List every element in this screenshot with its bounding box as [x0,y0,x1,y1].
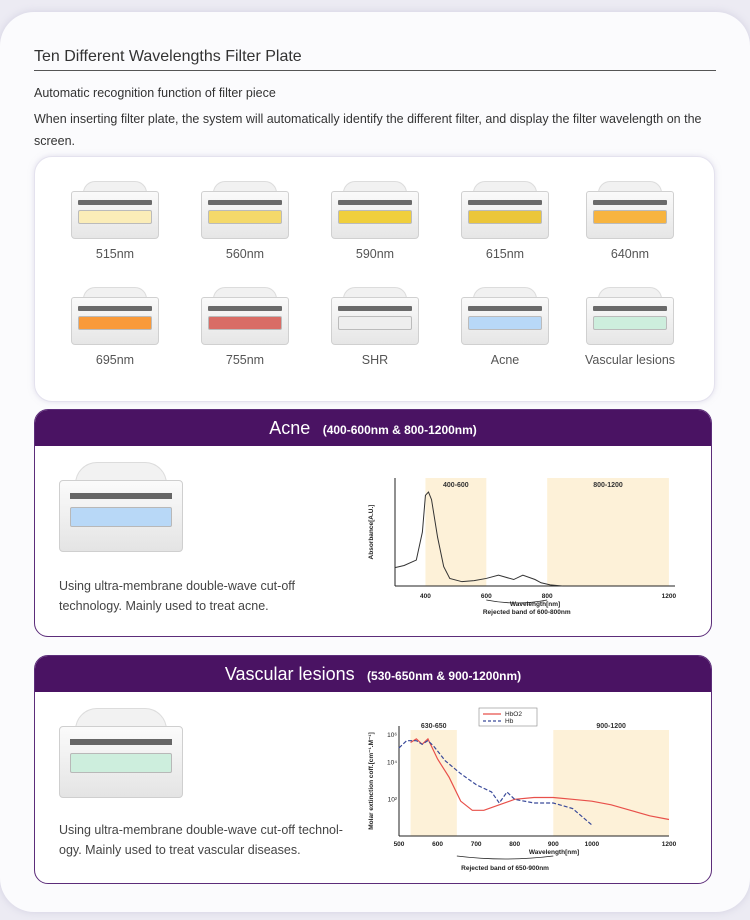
acne-x-tick-label: 400 [420,593,431,600]
vascular-rejected-brace [457,856,553,859]
vascular-y-tick-label: 10⁶ [387,732,397,740]
filter-plate-image [331,181,419,239]
filter-plate-label: 560nm [225,247,265,261]
vascular-band-0 [411,730,457,836]
filter-glass [208,210,282,224]
filter-glass [593,210,667,224]
filter-plate-image [71,181,159,239]
vascular-band-label: 900-1200 [596,723,626,730]
filter-plate-image [201,181,289,239]
filter-plates-panel [34,156,715,402]
vascular-y-tick-label: 10⁴ [386,759,397,767]
vascular-legend-label: Hb [505,718,514,725]
filter-plate-image [331,287,419,345]
subtitle: Automatic recognition function of filter piece [34,86,276,100]
vascular-rejected-label: Rejected band of 650-900nm [461,865,549,872]
filter-plate-item [55,181,175,261]
acne-section-header [35,410,711,446]
filter-plate-item [570,287,690,367]
acne-title: Acne [269,418,311,438]
filter-plate-image [71,287,159,345]
acne-absorbance-chart [355,458,695,626]
filter-plate-image [586,181,674,239]
filter-plate-image [461,181,549,239]
vascular-x-tick-label: 700 [470,841,482,848]
filter-glass [208,316,282,330]
title-divider [34,70,716,71]
vascular-description: Using ultra-membrane double-wave cut-off technol-ogy. Mainly used to treat vascular diseases. [59,823,343,857]
filter-plate-item [185,181,305,261]
filter-plate-item [445,287,565,367]
acne-section [34,409,712,637]
vascular-chart-svg [355,704,695,874]
acne-rejected-label: Rejected band of 600-800nm [482,609,571,616]
filter-plate-label: Vascular lesions [584,353,676,367]
vascular-title: Vascular lesions [224,664,355,684]
filter-glass [468,210,542,224]
vascular-x-tick-label: 800 [509,841,521,848]
filter-plate-label: 640nm [610,247,650,261]
vascular-section-header [35,656,711,692]
filter-plate-label: SHR [361,353,389,367]
filter-plate-item [315,287,435,367]
filter-glass [338,316,412,330]
filter-glass [78,316,152,330]
acne-x-axis-label: Wavelength[nm] [509,601,561,608]
filter-plate-item [185,287,305,367]
vascular-section [34,655,712,884]
acne-x-tick-label: 600 [480,593,492,600]
vascular-range: (530-650nm & 900-1200nm) [367,669,522,683]
filter-plate-label: 590nm [355,247,395,261]
vascular-extinction-chart [355,704,695,872]
filter-glass [593,316,667,330]
acne-filter-plate-image [59,462,183,552]
filter-plate-label: Acne [490,353,520,367]
acne-band-label: 400-600 [443,482,469,489]
filter-glass [78,210,152,224]
page-card [0,12,750,912]
acne-y-axis-label: Absorbance[A.U.] [368,504,375,560]
acne-description: Using ultra-membrane double-wave cut-off technology. Mainly used to treat acne. [59,579,295,613]
filter-glass [468,316,542,330]
filter-plate-item [315,181,435,261]
vascular-legend-label: HbO2 [505,711,522,718]
vascular-band-1 [553,730,669,836]
vascular-x-tick-label: 600 [432,841,444,848]
vascular-x-tick-label: 1200 [661,841,677,848]
filter-plate-label: 615nm [485,247,525,261]
filter-plate-image [461,287,549,345]
vascular-filter-plate-image [59,708,183,798]
acne-x-tick-label: 1200 [661,593,677,600]
filter-plate-image [586,287,674,345]
vascular-x-tick-label: 1000 [584,841,600,848]
acne-band-0 [425,478,486,586]
filter-plate-label: 515nm [95,247,135,261]
vascular-x-tick-label: 500 [393,841,405,848]
acne-chart-svg [355,458,695,626]
acne-range: (400-600nm & 800-1200nm) [322,423,477,437]
filter-plate-item [55,287,175,367]
filter-plate-label: 755nm [225,353,265,367]
vascular-y-tick-label: 10² [387,796,397,804]
acne-band-label: 800-1200 [593,482,623,489]
filter-plate-item [445,181,565,261]
vascular-y-axis-label: Molar extinction coff.[cm⁻¹.M⁻¹] [368,732,375,830]
filter-plate-item [570,181,690,261]
acne-x-tick-label: 800 [541,593,553,600]
acne-band-1 [547,478,669,586]
vascular-x-axis-label: Wavelength[nm] [528,849,580,856]
vascular-x-tick-label: 900 [547,841,559,848]
filter-plate-label: 695nm [95,353,135,367]
filter-plate-image [201,287,289,345]
description: When inserting filter plate, the system will automatically identify the different filter, and display the filter wavelength on the screen. [34,112,702,148]
filter-glass [338,210,412,224]
vascular-band-label: 630-650 [420,723,447,730]
page-title: Ten Different Wavelengths Filter Plate [34,48,302,65]
